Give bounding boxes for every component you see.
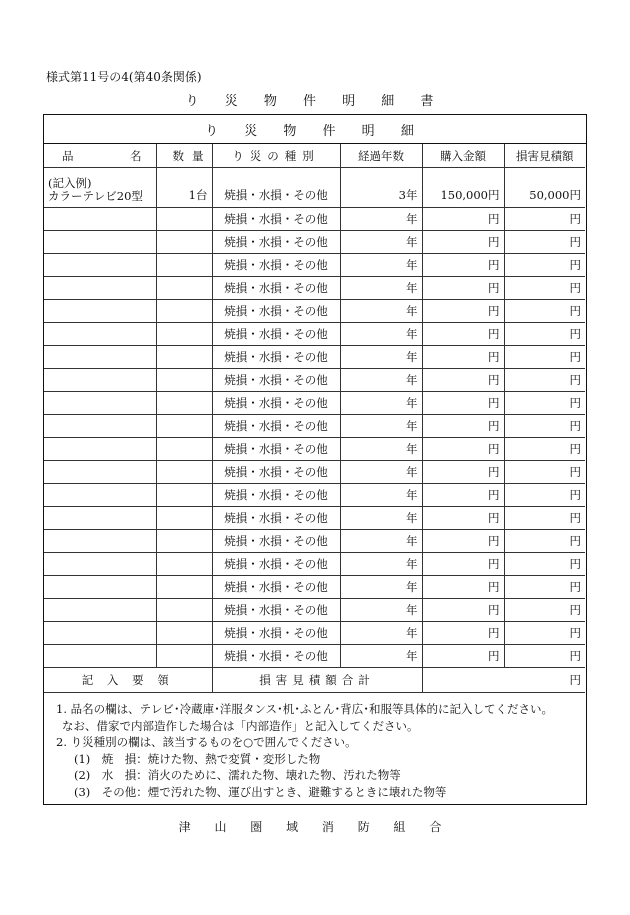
item-cell [44,346,156,369]
header-row [44,144,585,168]
item-cell [44,576,156,599]
item-cell [44,530,156,553]
header-quantity: 数 量 [156,144,212,168]
note-2-item-3: (3) その他：煙で汚れた物、運び出すとき、避難するときに壊れた物等 [74,784,447,799]
years-cell: 年 [340,645,422,668]
price-cell: 円 [422,530,504,553]
note-1: 1. 品名の欄は、テレビ･冷蔵庫･洋服タンス･机･ふとん･背広･和服等具体的に記入してください。 [56,702,554,716]
damage-type-cell: 焼損・水損・その他 [212,392,340,415]
damage-type-cell: 焼損・水損・その他 [212,231,340,254]
price-cell: 円 [422,323,504,346]
item-cell [44,231,156,254]
example-item: カラーテレビ20型 [48,189,143,203]
damage-type-cell: 焼損・水損・その他 [212,507,340,530]
damage-cell: 円 [504,208,585,231]
item-cell [44,645,156,668]
years-cell: 年 [340,208,422,231]
item-cell [44,484,156,507]
damage-cell: 円 [504,323,585,346]
damage-table [44,144,585,693]
table-row [44,300,585,323]
header-years-elapsed: 経過年数 [340,144,422,168]
price-cell: 円 [422,369,504,392]
table-row [44,599,585,622]
document-title: り 災 物 件 明 細 書 [185,94,445,109]
item-cell [44,369,156,392]
instructions-notes [44,693,586,800]
damage-type-cell: 焼損・水損・その他 [212,599,340,622]
table-row [44,553,585,576]
price-cell: 円 [422,254,504,277]
quantity-cell [156,530,212,553]
quantity-cell [156,484,212,507]
item-cell [44,415,156,438]
item-cell [44,300,156,323]
item-cell [44,622,156,645]
quantity-cell [156,392,212,415]
table-row [44,484,585,507]
table-row [44,323,585,346]
damage-type-cell: 焼損・水損・その他 [212,645,340,668]
damage-cell: 円 [504,599,585,622]
quantity-cell [156,622,212,645]
price-cell: 円 [422,415,504,438]
quantity-cell [156,231,212,254]
damage-type-cell: 焼損・水損・その他 [212,254,340,277]
example-years: 3年 [340,168,422,208]
years-cell: 年 [340,599,422,622]
quantity-cell [156,438,212,461]
table-row [44,461,585,484]
price-cell: 円 [422,576,504,599]
years-cell: 年 [340,622,422,645]
table-row [44,622,585,645]
total-damage-label: 損害見積額合計 [212,668,422,693]
years-cell: 年 [340,415,422,438]
damage-cell: 円 [504,392,585,415]
table-row [44,392,585,415]
note-2-item-2: (2) 水 損：消火のために、濡れた物、壊れた物、汚れた物等 [74,768,401,782]
damage-type-cell: 焼損・水損・その他 [212,576,340,599]
price-cell: 円 [422,461,504,484]
years-cell: 年 [340,576,422,599]
example-price: 150,000円 [422,168,504,208]
years-cell: 年 [340,530,422,553]
note-1-sub: なお、借家で内部造作した場合は「内部造作」と記入してください。 [62,718,419,733]
price-cell: 円 [422,484,504,507]
quantity-cell [156,208,212,231]
damage-cell: 円 [504,484,585,507]
years-cell: 年 [340,392,422,415]
table-row [44,208,585,231]
quantity-cell [156,346,212,369]
quantity-cell [156,300,212,323]
damage-cell: 円 [504,438,585,461]
price-cell: 円 [422,231,504,254]
years-cell: 年 [340,461,422,484]
price-cell: 円 [422,507,504,530]
quantity-cell [156,576,212,599]
summary-row [44,668,585,693]
damage-cell: 円 [504,507,585,530]
damage-cell: 円 [504,461,585,484]
example-row [44,168,585,208]
quantity-cell [156,507,212,530]
table-row [44,231,585,254]
table-title: り 災 物 件 明 細 [44,115,586,144]
example-label: (記入例) [48,176,92,190]
table-row [44,576,585,599]
item-cell [44,507,156,530]
table-row [44,254,585,277]
table-row [44,438,585,461]
price-cell: 円 [422,622,504,645]
damage-type-cell: 焼損・水損・その他 [212,300,340,323]
damage-type-cell: 焼損・水損・その他 [212,484,340,507]
price-cell: 円 [422,599,504,622]
total-damage-value: 円 [422,668,585,693]
damage-cell: 円 [504,415,585,438]
quantity-cell [156,461,212,484]
years-cell: 年 [340,507,422,530]
damage-cell: 円 [504,369,585,392]
damage-cell: 円 [504,277,585,300]
item-cell [44,599,156,622]
damage-type-cell: 焼損・水損・その他 [212,622,340,645]
item-cell [44,277,156,300]
years-cell: 年 [340,346,422,369]
example-damage-type: 焼損・水損・その他 [212,168,340,208]
damage-type-cell: 焼損・水損・その他 [212,438,340,461]
table-row [44,530,585,553]
item-cell [44,392,156,415]
table-row [44,346,585,369]
damage-type-cell: 焼損・水損・その他 [212,208,340,231]
years-cell: 年 [340,254,422,277]
damage-detail-frame [43,114,587,805]
item-cell [44,461,156,484]
damage-type-cell: 焼損・水損・その他 [212,415,340,438]
damage-type-cell: 焼損・水損・その他 [212,346,340,369]
damage-cell: 円 [504,530,585,553]
damage-cell: 円 [504,231,585,254]
quantity-cell [156,415,212,438]
item-cell [44,208,156,231]
damage-type-cell: 焼損・水損・その他 [212,530,340,553]
damage-cell: 円 [504,254,585,277]
table-row [44,415,585,438]
item-cell [44,323,156,346]
table-row [44,369,585,392]
item-cell [44,254,156,277]
years-cell: 年 [340,231,422,254]
table-row [44,645,585,668]
years-cell: 年 [340,553,422,576]
price-cell: 円 [422,346,504,369]
damage-cell: 円 [504,300,585,323]
item-cell [44,438,156,461]
organization-name: 津 山 圏 域 消 防 組 合 [178,820,452,834]
table-row [44,507,585,530]
damage-type-cell: 焼損・水損・その他 [212,461,340,484]
years-cell: 年 [340,300,422,323]
damage-type-cell: 焼損・水損・その他 [212,369,340,392]
damage-cell: 円 [504,346,585,369]
quantity-cell [156,277,212,300]
header-damage-estimate: 損害見積額 [504,144,585,168]
price-cell: 円 [422,438,504,461]
damage-cell: 円 [504,553,585,576]
example-item-cell [44,168,156,208]
quantity-cell [156,254,212,277]
price-cell: 円 [422,553,504,576]
example-damage: 50,000円 [504,168,585,208]
example-quantity: 1台 [156,168,212,208]
years-cell: 年 [340,484,422,507]
years-cell: 年 [340,323,422,346]
damage-type-cell: 焼損・水損・その他 [212,323,340,346]
item-cell [44,553,156,576]
quantity-cell [156,553,212,576]
price-cell: 円 [422,645,504,668]
years-cell: 年 [340,277,422,300]
form-number: 様式第11号の4(第40条関係) [46,70,202,84]
header-item: 品 名 [44,144,156,168]
quantity-cell [156,369,212,392]
price-cell: 円 [422,277,504,300]
damage-cell: 円 [504,576,585,599]
years-cell: 年 [340,369,422,392]
table-row [44,277,585,300]
header-purchase-price: 購入金額 [422,144,504,168]
damage-cell: 円 [504,645,585,668]
price-cell: 円 [422,208,504,231]
quantity-cell [156,599,212,622]
quantity-cell [156,323,212,346]
note-2-item-1: (1) 焼 損：焼けた物、熱で変質・変形した物 [74,751,321,766]
damage-type-cell: 焼損・水損・その他 [212,277,340,300]
note-2: 2. り災種別の欄は、該当するものを○で囲んでください。 [56,735,357,749]
price-cell: 円 [422,392,504,415]
price-cell: 円 [422,300,504,323]
quantity-cell [156,645,212,668]
damage-cell: 円 [504,622,585,645]
header-damage-type: り災の種別 [212,144,340,168]
years-cell: 年 [340,438,422,461]
instructions-label: 記 入 要 領 [44,668,212,693]
damage-type-cell: 焼損・水損・その他 [212,553,340,576]
